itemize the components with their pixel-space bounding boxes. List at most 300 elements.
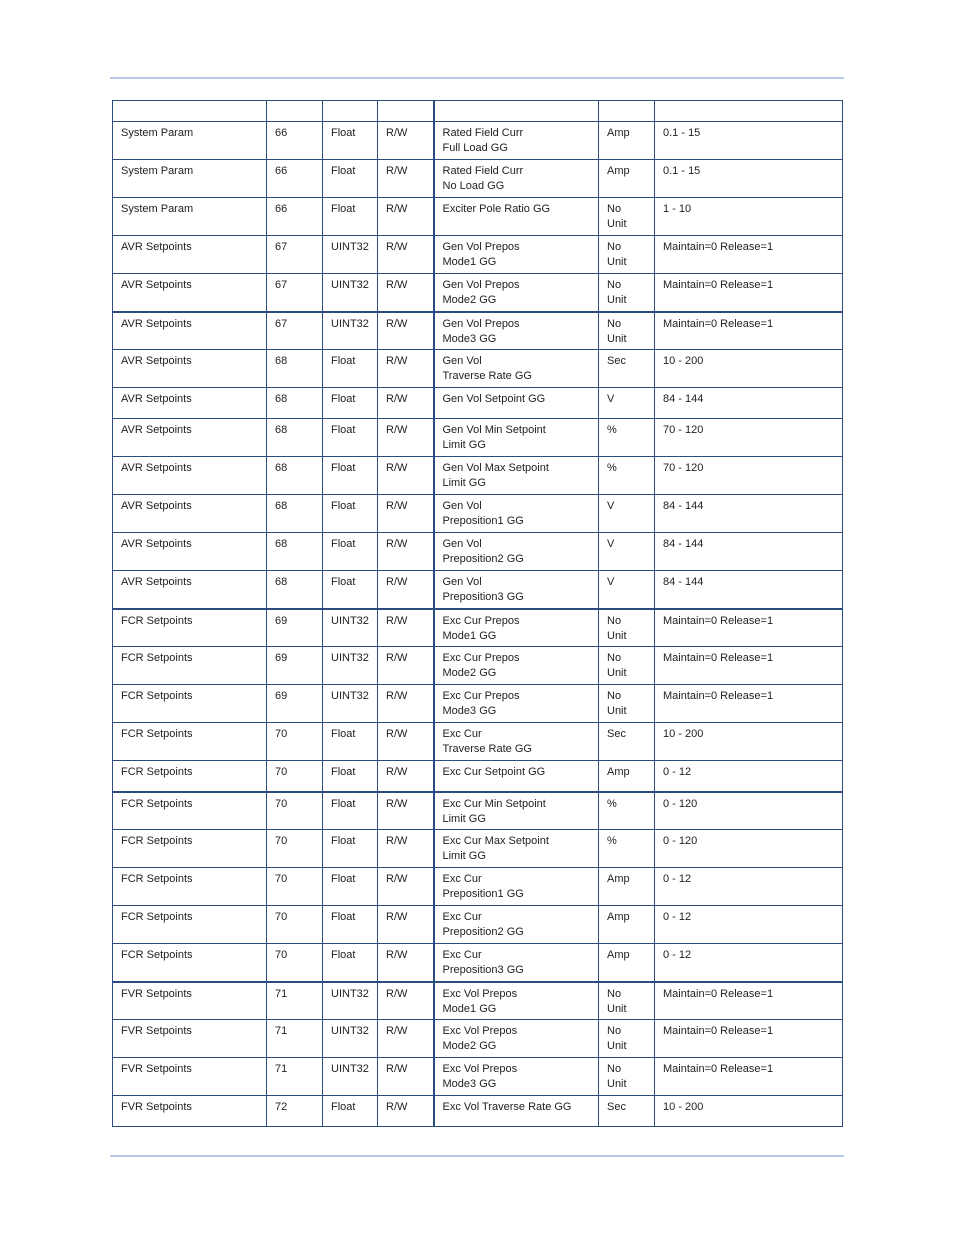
unit1-text: Amp [607,165,630,177]
unit-cell [599,457,655,495]
unit1-text: No [607,241,622,253]
parameter-cell [434,982,599,1020]
range-text: 0 - 12 [663,873,692,885]
rw-text: R/W [386,949,408,961]
range-cell [655,571,843,609]
parameter-cell [434,1020,599,1058]
type-text: Float [331,500,356,512]
group-cell [113,350,267,388]
rw-text: R/W [386,835,408,847]
table-row [113,419,843,457]
header-cell [378,101,434,122]
unit1-text: Amp [607,127,630,139]
name2-text: Mode2 GG [442,1040,497,1052]
reg-text: 68 [275,576,288,588]
range-cell [655,685,843,723]
unit-cell [599,982,655,1020]
name2-text: Traverse Rate GG [442,743,532,755]
rw-text: R/W [386,241,408,253]
range-text: Maintain=0 Release=1 [663,614,774,627]
rw-text: R/W [386,911,408,923]
table-row [113,122,843,160]
table-row [113,236,843,274]
range-cell [655,982,843,1020]
unit-cell [599,1020,655,1058]
register-table [112,100,843,1127]
range-text: 84 - 144 [663,576,704,588]
unit1-text: % [607,424,617,436]
rw-text: R/W [386,538,408,550]
unit1-text: Amp [607,766,630,778]
group-cell [113,647,267,685]
header-cell [323,101,378,122]
unit1-text: Sec [607,728,626,740]
unit-cell [599,944,655,982]
range-text: Maintain=0 Release=1 [663,241,774,253]
name1-text: Exc Cur [442,873,482,885]
unit-cell [599,685,655,723]
access-cell [378,761,434,792]
name1-text: Exc Vol Prepos [442,987,518,1000]
range-cell [655,1020,843,1058]
name1-text: Exc Vol Traverse Rate GG [442,1101,572,1113]
name1-text: Rated Field Curr [442,165,524,177]
reg-text: 66 [275,127,288,139]
range-text: 84 - 144 [663,393,704,405]
range-cell [655,388,843,419]
range-cell [655,495,843,533]
name1-text: Exc Vol Prepos [442,1025,518,1037]
name2-text: Preposition3 GG [442,591,524,603]
name1-text: Exc Cur Prepos [442,652,520,664]
register-cell [267,160,323,198]
rw-text: R/W [386,355,408,367]
group-text: AVR Setpoints [121,241,192,253]
table-row [113,723,843,761]
type-text: Float [331,873,356,885]
parameter-cell [434,1096,599,1127]
register-cell [267,1096,323,1127]
unit2-text: Unit [607,218,627,230]
unit-cell [599,495,655,533]
parameter-cell [434,388,599,419]
rw-text: R/W [386,1063,408,1075]
type-text: Float [331,165,356,177]
access-cell [378,419,434,457]
range-text: Maintain=0 Release=1 [663,987,774,1000]
unit-cell [599,388,655,419]
unit2-text: Unit [607,1002,627,1015]
access-cell [378,685,434,723]
type-text: UINT32 [331,652,369,664]
header-cell [655,101,843,122]
group-cell [113,982,267,1020]
parameter-cell [434,571,599,609]
range-cell [655,1058,843,1096]
range-text: 70 - 120 [663,424,704,436]
group-cell [113,868,267,906]
rw-text: R/W [386,424,408,436]
group-text: FCR Setpoints [121,728,193,740]
register-cell [267,457,323,495]
group-text: FCR Setpoints [121,690,193,702]
table-row [113,944,843,982]
range-text: 1 - 10 [663,203,692,215]
group-cell [113,160,267,198]
unit-cell [599,868,655,906]
group-cell [113,685,267,723]
access-cell [378,868,434,906]
range-text: 10 - 200 [663,1101,704,1113]
table-row [113,312,843,350]
reg-text: 66 [275,165,288,177]
group-cell [113,198,267,236]
name1-text: Exc Vol Prepos [442,1063,518,1075]
range-cell [655,609,843,647]
unit1-text: Amp [607,873,630,885]
name1-text: Exciter Pole Ratio GG [442,203,551,215]
register-cell [267,571,323,609]
access-cell [378,906,434,944]
group-text: AVR Setpoints [121,317,192,330]
access-cell [378,944,434,982]
reg-text: 68 [275,538,288,550]
reg-text: 70 [275,949,288,961]
type-cell [323,830,378,868]
access-cell [378,457,434,495]
type-text: Float [331,424,356,436]
range-cell [655,160,843,198]
name1-text: Gen Vol Prepos [442,279,520,291]
group-cell [113,609,267,647]
access-cell [378,982,434,1020]
group-text: FCR Setpoints [121,766,193,778]
parameter-cell [434,122,599,160]
type-text: Float [331,576,356,588]
parameter-cell [434,350,599,388]
type-cell [323,350,378,388]
name2-text: Limit GG [442,477,486,489]
unit1-text: % [607,797,617,810]
range-cell [655,236,843,274]
group-text: AVR Setpoints [121,424,192,436]
header-cell [113,101,267,122]
group-cell [113,122,267,160]
group-cell [113,236,267,274]
access-cell [378,388,434,419]
table-row [113,198,843,236]
unit-cell [599,830,655,868]
type-cell [323,388,378,419]
unit-cell [599,647,655,685]
group-cell [113,388,267,419]
table-row [113,1058,843,1096]
type-text: UINT32 [331,614,369,627]
unit2-text: Unit [607,667,627,679]
group-text: AVR Setpoints [121,355,192,367]
parameter-cell [434,236,599,274]
parameter-cell [434,160,599,198]
access-cell [378,792,434,830]
group-text: FVR Setpoints [121,1063,192,1075]
rw-text: R/W [386,165,408,177]
range-cell [655,761,843,792]
access-cell [378,571,434,609]
type-text: Float [331,766,356,778]
rw-text: R/W [386,576,408,588]
parameter-cell [434,761,599,792]
type-cell [323,685,378,723]
table-row [113,533,843,571]
group-cell [113,1096,267,1127]
parameter-cell [434,647,599,685]
name2-text: Preposition2 GG [442,553,524,565]
unit1-text: % [607,462,617,474]
unit-cell [599,274,655,312]
unit-cell [599,1096,655,1127]
name2-text: Limit GG [442,850,486,862]
reg-text: 70 [275,911,288,923]
range-text: 84 - 144 [663,538,704,550]
table-row [113,792,843,830]
unit-cell [599,792,655,830]
register-cell [267,792,323,830]
name2-text: Mode3 GG [442,1078,497,1090]
range-text: 0 - 12 [663,949,692,961]
group-text: System Param [121,165,194,177]
group-text: AVR Setpoints [121,462,192,474]
name1-text: Gen Vol [442,576,482,588]
unit-cell [599,1058,655,1096]
type-cell [323,571,378,609]
register-cell [267,761,323,792]
parameter-cell [434,533,599,571]
unit-cell [599,761,655,792]
type-text: Float [331,203,356,215]
range-text: 0.1 - 15 [663,127,701,139]
type-text: UINT32 [331,317,369,330]
type-text: UINT32 [331,241,369,253]
name1-text: Exc Cur Max Setpoint [442,835,549,847]
group-text: FCR Setpoints [121,797,193,810]
reg-text: 72 [275,1101,288,1113]
type-text: UINT32 [331,1063,369,1075]
register-cell [267,495,323,533]
access-cell [378,830,434,868]
range-text: 0 - 120 [663,835,698,847]
reg-text: 71 [275,1025,288,1037]
group-cell [113,723,267,761]
range-cell [655,723,843,761]
type-text: UINT32 [331,987,369,1000]
table-row [113,906,843,944]
type-cell [323,495,378,533]
access-cell [378,274,434,312]
group-cell [113,1020,267,1058]
name1-text: Exc Cur [442,949,482,961]
unit2-text: Unit [607,1040,627,1052]
parameter-cell [434,906,599,944]
range-cell [655,457,843,495]
rw-text: R/W [386,690,408,702]
group-text: FCR Setpoints [121,873,193,885]
unit1-text: V [607,393,615,405]
type-text: Float [331,538,356,550]
name2-text: Preposition1 GG [442,888,524,900]
group-text: FCR Setpoints [121,949,193,961]
type-cell [323,944,378,982]
register-cell [267,274,323,312]
register-cell [267,723,323,761]
range-cell [655,906,843,944]
name2-text: No Load GG [442,180,505,192]
range-cell [655,647,843,685]
name2-text: Mode3 GG [442,332,497,345]
type-cell [323,457,378,495]
type-text: Float [331,949,356,961]
group-text: AVR Setpoints [121,393,192,405]
rw-text: R/W [386,766,408,778]
range-cell [655,792,843,830]
type-text: Float [331,1101,356,1113]
reg-text: 69 [275,614,288,627]
header-cell [267,101,323,122]
unit-cell [599,160,655,198]
name1-text: Gen Vol [442,538,482,550]
access-cell [378,122,434,160]
rw-text: R/W [386,500,408,512]
unit-cell [599,350,655,388]
name1-text: Gen Vol [442,355,482,367]
reg-text: 70 [275,766,288,778]
table-row [113,982,843,1020]
register-cell [267,647,323,685]
type-cell [323,792,378,830]
register-cell [267,906,323,944]
type-text: Float [331,797,356,810]
reg-text: 69 [275,652,288,664]
name1-text: Exc Cur Min Setpoint [442,797,546,810]
table-row [113,868,843,906]
group-cell [113,457,267,495]
range-text: 0 - 120 [663,797,698,810]
group-cell [113,792,267,830]
register-cell [267,198,323,236]
range-text: Maintain=0 Release=1 [663,1063,774,1075]
register-cell [267,312,323,350]
range-text: 10 - 200 [663,728,704,740]
type-text: Float [331,393,356,405]
range-cell [655,830,843,868]
reg-text: 67 [275,317,288,330]
register-cell [267,982,323,1020]
group-cell [113,944,267,982]
name2-text: Traverse Rate GG [442,370,532,382]
parameter-cell [434,609,599,647]
group-cell [113,533,267,571]
name1-text: Gen Vol Prepos [442,317,520,330]
group-text: FCR Setpoints [121,911,193,923]
unit1-text: No [607,652,622,664]
name2-text: Full Load GG [442,142,508,154]
access-cell [378,495,434,533]
unit2-text: Unit [607,332,627,345]
access-cell [378,350,434,388]
table-row [113,274,843,312]
reg-text: 68 [275,462,288,474]
type-cell [323,1020,378,1058]
table-row [113,457,843,495]
unit-cell [599,906,655,944]
parameter-cell [434,198,599,236]
unit2-text: Unit [607,705,627,717]
table-row [113,495,843,533]
unit-cell [599,312,655,350]
range-text: 0 - 12 [663,911,692,923]
name2-text: Limit GG [442,439,486,451]
rw-text: R/W [386,797,408,810]
reg-text: 71 [275,1063,288,1075]
name2-text: Limit GG [442,812,486,825]
parameter-cell [434,419,599,457]
rw-text: R/W [386,127,408,139]
access-cell [378,160,434,198]
register-cell [267,533,323,571]
unit1-text: No [607,987,622,1000]
reg-text: 70 [275,873,288,885]
rw-text: R/W [386,728,408,740]
name2-text: Mode1 GG [442,1002,497,1015]
header-rule [110,77,844,79]
register-cell [267,122,323,160]
name1-text: Gen Vol Min Setpoint [442,424,546,436]
range-cell [655,312,843,350]
register-cell [267,1058,323,1096]
rw-text: R/W [386,652,408,664]
access-cell [378,533,434,571]
parameter-cell [434,457,599,495]
access-cell [378,1058,434,1096]
unit-cell [599,571,655,609]
access-cell [378,312,434,350]
type-cell [323,761,378,792]
rw-text: R/W [386,614,408,627]
parameter-cell [434,792,599,830]
range-text: Maintain=0 Release=1 [663,1025,774,1037]
unit1-text: No [607,690,622,702]
type-text: UINT32 [331,279,369,291]
table-row [113,1096,843,1127]
access-cell [378,609,434,647]
unit2-text: Unit [607,1078,627,1090]
header-cell [434,101,599,122]
group-text: FVR Setpoints [121,1025,192,1037]
group-cell [113,906,267,944]
unit1-text: Amp [607,949,630,961]
range-text: 70 - 120 [663,462,704,474]
unit1-text: No [607,279,622,291]
range-text: Maintain=0 Release=1 [663,690,774,702]
unit-cell [599,198,655,236]
table-row [113,609,843,647]
name1-text: Gen Vol [442,500,482,512]
footer-rule [110,1155,844,1157]
table-row [113,350,843,388]
name1-text: Gen Vol Setpoint GG [442,393,546,405]
access-cell [378,198,434,236]
table-row [113,685,843,723]
range-cell [655,419,843,457]
